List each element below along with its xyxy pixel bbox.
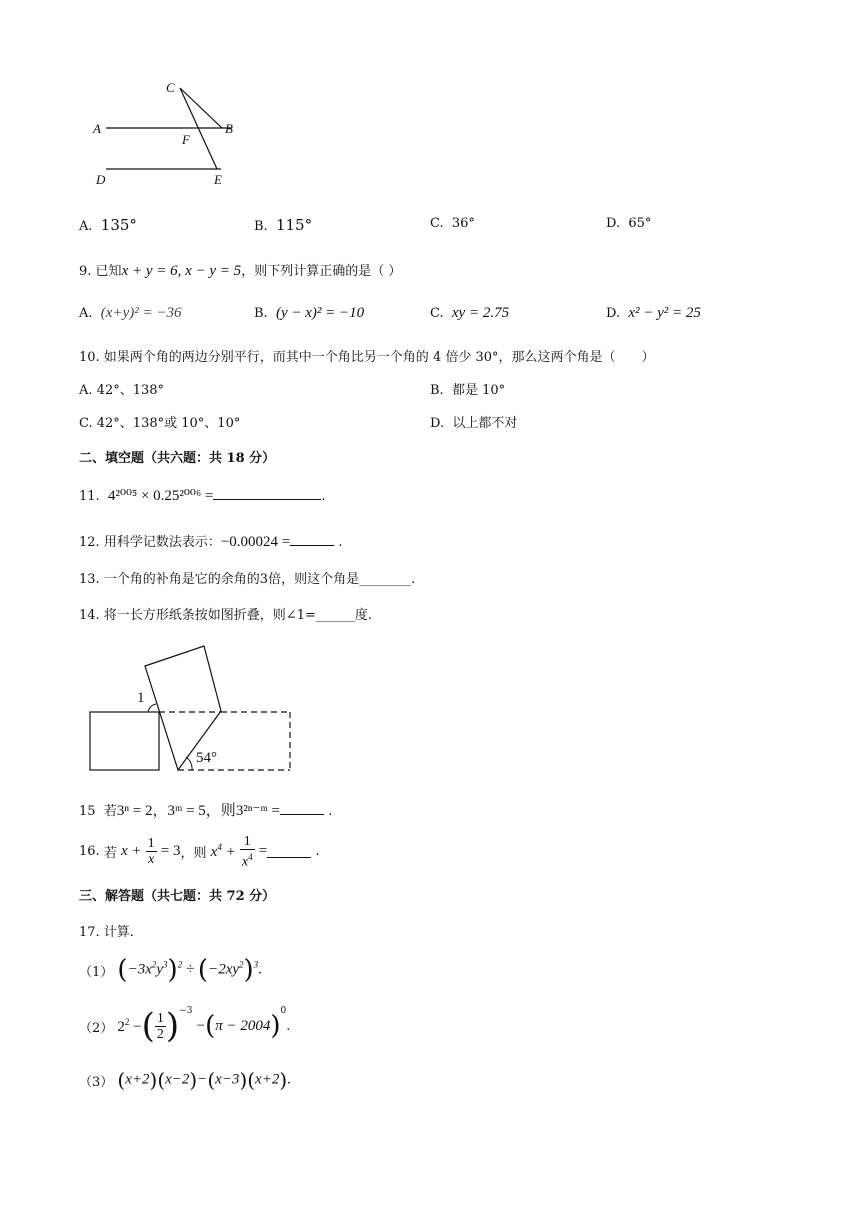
q9-option-b: B. (y − x)² = −10 <box>254 305 365 321</box>
question-12: 12. 用科学记数法表示：−0.00024 = . <box>79 534 343 550</box>
question-17: 17. 计算. <box>79 925 134 940</box>
label-a: A <box>93 121 101 136</box>
q9-option-d: D. x² − y² = 25 <box>606 305 701 321</box>
q17-part-1-expr: $(-3x^2y^3)^2 \div (-2xy^2)^3$. <box>117 955 262 985</box>
question-16: 16. 若 x + $\frac{1}{x}$ = 3，则 $x^4$ + $\frac{1}{x^4}$ = . <box>79 834 320 870</box>
q10-option-a: A. 42°、138° <box>79 383 165 398</box>
q8-option-d: D. 65° <box>606 216 652 231</box>
angle-1-label: 1 <box>137 690 145 706</box>
angle-54-label: 54° <box>196 750 217 766</box>
question-10: 10. 如果两个角的两边分别平行，而其中一个角比另一个角的 4 倍少 30°，那么这两个角是（ ） <box>79 350 655 365</box>
q8-option-b: B. 115° <box>254 216 313 234</box>
q10-option-b: B. 都是 10° <box>430 383 506 398</box>
label-e: E <box>214 172 222 187</box>
q17-part-3: （3） (x+2)(x−2)−(x−3)(x+2). <box>79 1068 291 1092</box>
q9-option-a: A. (x+y)² = −36 <box>79 305 182 321</box>
label-c: C <box>166 80 175 95</box>
folded-strip-figure <box>86 640 298 776</box>
question-14: 14. 将一长方形纸条按如图折叠，则∠1=______度. <box>79 608 372 623</box>
q10-option-d: D. 以上都不对 <box>430 416 518 431</box>
question-11: 11. 4²⁰⁰⁵ × 0.25²⁰⁰⁶ = . <box>79 488 326 504</box>
fraction-1-over-x: $\frac{1}{x}$ <box>147 836 155 868</box>
question-13: 13. 一个角的补角是它的余角的3倍，则这个角是________. <box>79 572 416 587</box>
q17-part-2: （2） $2^2$ −( $\frac{1}{2}$ )−3 −(π − 2004)0. <box>79 1006 291 1046</box>
fraction-1-over-x4: $\frac{1}{x^4}$ <box>241 834 253 870</box>
label-f: F <box>182 132 190 147</box>
q8-option-a: A. 135° <box>79 216 137 234</box>
question-9: 9. 已知x + y = 6, x − y = 5，则下列计算正确的是（ ） <box>79 263 402 279</box>
q8-option-c: C. 36° <box>430 216 475 231</box>
q17-part-1: （1） $(-3x^2y^3)^2 \div (-2xy^2)^3$. <box>79 955 262 985</box>
question-15: 15 若3ⁿ = 2，3ᵐ = 5，则3²ⁿ⁻ᵐ = . <box>79 803 333 819</box>
section-3-heading: 三、解答题（共七题：共 72 分） <box>79 889 276 904</box>
section-2-heading: 二、填空题（共六题：共 18 分） <box>79 451 276 466</box>
q10-option-c: C. 42°、138°或 10°、10° <box>79 416 241 431</box>
label-b: B <box>225 121 233 136</box>
q9-option-c: C. xy = 2.75 <box>430 305 510 321</box>
label-d: D <box>96 172 106 187</box>
